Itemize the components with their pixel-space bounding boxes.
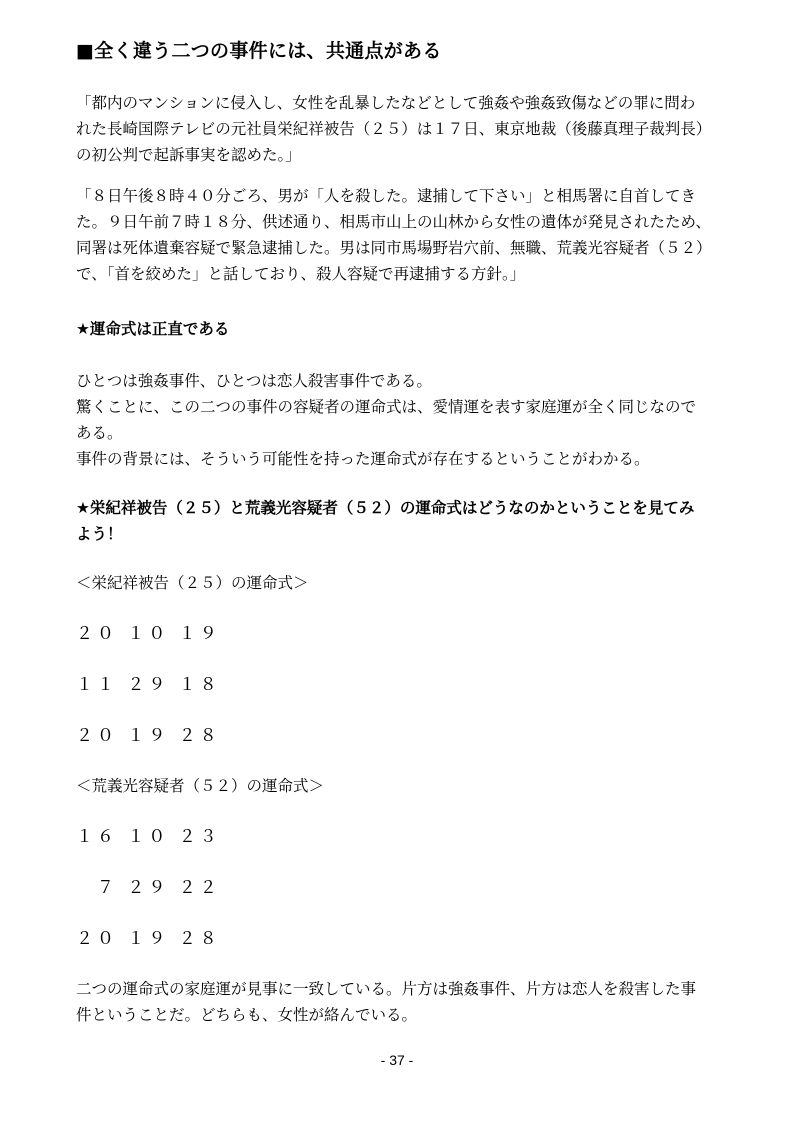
formula-row: ２０ １９ ２８: [76, 726, 221, 746]
quote-line: の初公判で起訴事実を認めた。」: [76, 146, 301, 164]
heading-fate-formula: [76, 316, 720, 342]
news-quote-1: [76, 90, 720, 168]
conclusion-paragraph: [76, 976, 720, 1028]
heading-line: ★栄紀祥被告（２５）と荒義光容疑者（５２）の運命式はどうなのかということを見てみ: [76, 499, 695, 517]
quote-line: た。９日午前７時１８分、供述通り、相馬市山上の山林から女性の遺体が発見されたため、: [76, 213, 711, 231]
news-quote-2: [76, 183, 720, 287]
heading-line: ★運命式は正直である: [76, 320, 230, 338]
quote-line: で、「首を絞めた」と話しており、殺人容疑で再逮捕する方針。」: [76, 265, 526, 283]
body-line: 事件の背景には、そういう可能性を持った運命式が存在するということがわかる。: [76, 450, 650, 468]
quote-line: 同署は死体遺棄容疑で緊急逮捕した。男は同市馬場野岩穴前、無職、荒義光容疑者（５２）: [76, 239, 712, 257]
quote-line: 「都内のマンションに侵入し、女性を乱暴したなどとして強姦や強姦致傷などの罪に問わ: [76, 94, 696, 112]
heading-compare: [76, 495, 720, 547]
formula-label-2: ＜荒義光容疑者（５２）の運命式＞: [76, 777, 325, 795]
body-line: ひとつは強姦事件、ひとつは恋人殺害事件である。: [76, 372, 432, 390]
quote-line: れた長崎国際テレビの元社員栄紀祥被告（２５）は１７日、東京地裁（後藤真理子裁判長）: [76, 120, 712, 138]
heading-line: よう！: [76, 525, 123, 543]
body-line: ある。: [76, 424, 123, 442]
body-line: 二つの運命式の家庭運が見事に一致している。片方は強姦事件、片方は恋人を殺害した事: [76, 980, 697, 998]
body-paragraph: [76, 368, 720, 472]
formula-row: １６ １０ ２３: [76, 827, 221, 847]
section-title: ■全く違う二つの事件には、共通点がある: [76, 40, 442, 62]
formula-row: ２０ １９ ２８: [76, 929, 221, 949]
body-line: 驚くことに、この二つの事件の容疑者の運命式は、愛情運を表す家庭運が全く同じなので: [76, 398, 697, 416]
body-line: 件ということだ。どちらも、女性が絡んでいる。: [76, 1006, 418, 1024]
formula-row: ２０ １０ １９: [76, 624, 221, 644]
quote-line: 「８日午後８時４０分ごろ、男が「人を殺した。逮捕して下さい」と相馬署に自首してき: [76, 187, 697, 205]
formula-label-1: ＜栄紀祥被告（２５）の運命式＞: [76, 574, 309, 592]
page-number: - 37 -: [380, 1052, 414, 1068]
formula-row: １１ ２９ １８: [76, 675, 221, 695]
formula-row: ７ ２９ ２２: [76, 878, 221, 898]
